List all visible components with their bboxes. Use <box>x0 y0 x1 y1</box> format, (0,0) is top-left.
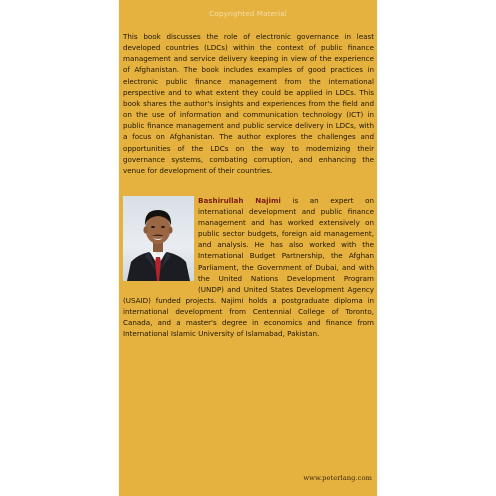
copyright-watermark: Copyrighted Material <box>209 9 287 18</box>
publisher-url[interactable]: www.peterlang.com <box>303 474 372 482</box>
photo-spacer <box>123 195 198 288</box>
author-bio <box>123 195 374 339</box>
author-bio-text: is an expert on international development and public finance management and has worked extensively on public sector budgets, foreign aid management, and analysis. He has also worked with the International Budget Partnership, the Afghan Parliament, the Government of Dubai, and with the United Nations Development Program (UNDP) and United States Development Agency (USAID) funded projects. Najimi holds a postgraduate diploma in international development from Centennial College of Toronto, Canada, and a master's degree in economics and finance from International Islamic University of Islamabad, Pakistan. <box>123 196 374 339</box>
back-cover <box>119 0 377 496</box>
book-description: This book discusses the role of electronic governance in least developed countries (LDCs) within the context of public finance management and service delivery keeping in view of the experience of Afghanistan. The book includes examples of good practices in electronic public finance management from the international perspective and to what extent they could be applied in LDCs. This book shares the author's insights and experiences from the field and on the use of information and communication technology (ICT) in public finance management and public service delivery in LDCs, with a focus on Afghanistan. The author explores the challenges and opportunities of the LDCs on the way to modernizing their governance systems, combating corruption, and enhancing the venue for development of their countries. <box>123 32 374 175</box>
author-name: Bashirullah Najimi <box>198 196 281 205</box>
